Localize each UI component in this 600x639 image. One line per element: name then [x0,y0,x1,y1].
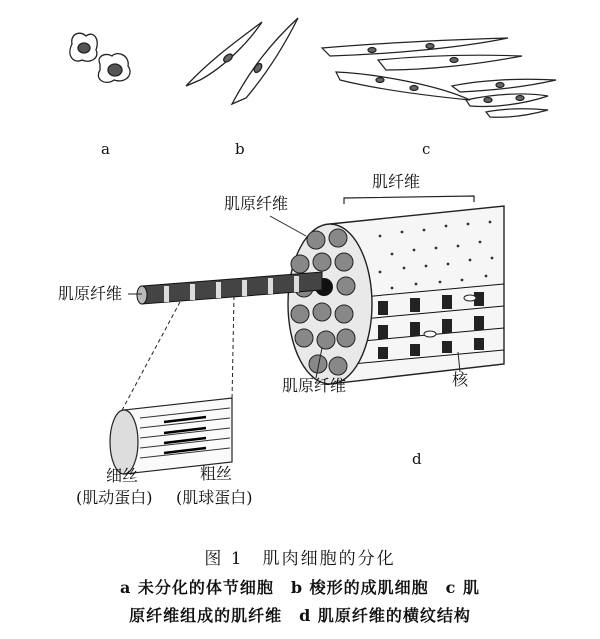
label-thick-filament-protein: (肌球蛋白) [176,488,253,507]
label-nucleus: 核 [452,370,469,389]
panel-label-c: c [422,140,431,158]
figure-caption-title: 图 1 肌肉细胞的分化 [204,549,396,569]
label-myofibril-left: 肌原纤维 [58,284,123,303]
label-thick-filament: 粗丝 [200,464,233,483]
label-myofibril-top: 肌原纤维 [224,194,289,213]
panel-label-b: b [235,140,245,158]
panel-c-fibers [322,38,556,117]
label-muscle-fiber: 肌纤维 [372,172,421,191]
panel-a-somite-cells [70,33,130,82]
label-thin-filament: 细丝 [106,466,139,485]
panel-d-fiber-structure [110,196,504,474]
label-myofibril-bottom: 肌原纤维 [282,376,347,395]
panel-b-myoblasts [186,18,298,104]
figure-caption-line-1: a 未分化的体节细胞 b 梭形的成肌细胞 c 肌 [119,578,480,597]
panel-label-d: d [412,450,422,468]
figure-caption-line-2: 原纤维组成的肌纤维 d 肌原纤维的横纹结构 [129,606,471,625]
label-thin-filament-protein: (肌动蛋白) [76,488,153,507]
panel-label-a: a [101,140,110,158]
